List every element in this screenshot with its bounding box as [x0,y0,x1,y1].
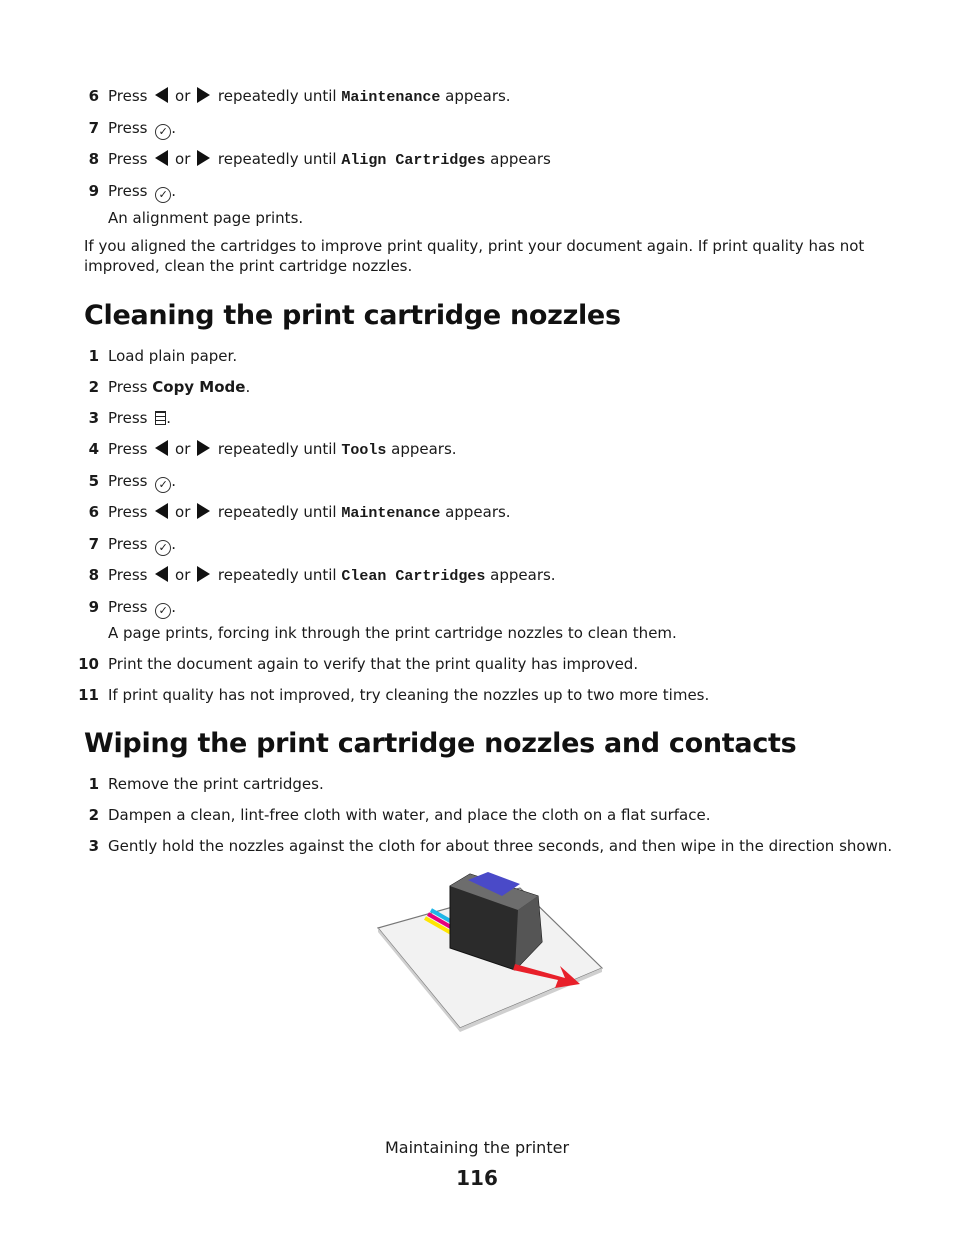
step-number: 1 [88,775,99,793]
button-name: Copy Mode [152,378,246,396]
step-number: 7 [88,119,99,137]
menu-code: Clean Cartridges [341,568,486,585]
right-arrow-icon [197,440,210,456]
cartridge-wipe-illustration [370,866,610,1036]
left-arrow-icon [155,566,168,582]
select-check-icon: ✓ [155,187,171,203]
step-text: repeatedly until [213,440,342,458]
menu-code: Tools [341,442,387,459]
wipe-step-2 [70,804,930,826]
clean-step-5 [70,470,930,492]
step-number: 8 [88,566,99,584]
step-text: repeatedly until [213,150,342,168]
step-number: 9 [88,598,99,616]
step-text: Press [108,440,153,458]
step-text: . [171,472,177,490]
step-text: appears. [440,503,511,521]
clean-step-1 [70,345,930,367]
section-heading-cleaning: Cleaning the print cartridge nozzles [84,300,621,331]
step-text: . [171,119,177,137]
step-number: 2 [88,806,99,824]
step-text: or [170,150,196,168]
clean-step-6 [70,501,930,523]
step-number: 3 [88,409,99,427]
left-arrow-icon [155,87,168,103]
wipe-step-3 [70,835,930,857]
clean-step-2 [70,376,930,398]
step-number: 11 [78,686,99,704]
clean-step-11 [70,684,930,706]
intro-paragraph: If you aligned the cartridges to improve print quality, print your document again. If print quality has not improved, clean the print cartridge nozzles. [84,237,865,275]
step-text: Press [108,598,153,616]
step-text: Press [108,535,153,553]
clean-step-10 [70,653,930,675]
step-number: 8 [88,150,99,168]
menu-code: Maintenance [341,89,441,106]
step-text: . [166,409,172,427]
step-text: Press [108,119,153,137]
step-text: Press [108,378,153,396]
step-text: appears. [386,440,457,458]
step-number: 10 [78,655,99,673]
step-text: Press [108,409,153,427]
step-text: Press [108,503,153,521]
step-text: Load plain paper. [108,347,238,365]
clean-step-7 [70,533,930,555]
step-text: Gently hold the nozzles against the cloth for about three seconds, and then wipe in the direction shown. [108,837,893,855]
select-check-icon: ✓ [155,477,171,493]
step-text: or [170,566,196,584]
section-heading-wiping: Wiping the print cartridge nozzles and contacts [84,728,797,759]
top-step-9 [70,180,930,202]
left-arrow-icon [155,150,168,166]
menu-code: Maintenance [341,505,441,522]
step-text: . [171,535,177,553]
step-text: . [245,378,251,396]
step-number: 6 [88,503,99,521]
step-text: Remove the print cartridges. [108,775,324,793]
step-number: 4 [88,440,99,458]
step-text: appears. [485,566,556,584]
step-text: Press [108,182,153,200]
right-arrow-icon [197,150,210,166]
clean-step-3 [70,407,930,429]
menu-icon [155,411,166,425]
top-step-6 [70,85,930,107]
clean-step-4 [70,438,930,460]
step-text: Dampen a clean, lint-free cloth with water, and place the cloth on a flat surface. [108,806,711,824]
step-number: 2 [88,378,99,396]
step-number: 7 [88,535,99,553]
step-note: A page prints, forcing ink through the print cartridge nozzles to clean them. [108,624,677,642]
step-text: Press [108,566,153,584]
clean-step-8 [70,564,930,586]
step-text: If print quality has not improved, try cleaning the nozzles up to two more times. [108,686,710,704]
step-number: 6 [88,87,99,105]
step-text: repeatedly until [213,566,342,584]
right-arrow-icon [197,566,210,582]
select-check-icon: ✓ [155,124,171,140]
step-note: An alignment page prints. [108,209,304,227]
select-check-icon: ✓ [155,603,171,619]
step-number: 3 [88,837,99,855]
step-text: . [171,598,177,616]
left-arrow-icon [155,503,168,519]
step-text: or [170,87,196,105]
left-arrow-icon [155,440,168,456]
step-text: repeatedly until [213,87,342,105]
right-arrow-icon [197,503,210,519]
wipe-step-1 [70,773,930,795]
step-text: appears [485,150,551,168]
select-check-icon: ✓ [155,540,171,556]
right-arrow-icon [197,87,210,103]
step-text: repeatedly until [213,503,342,521]
step-text: Print the document again to verify that the print quality has improved. [108,655,639,673]
step-number: 5 [88,472,99,490]
footer-chapter-title: Maintaining the printer [384,1138,570,1157]
step-text: appears. [440,87,511,105]
page-number: 116 [456,1166,498,1190]
step-text: Press [108,150,153,168]
clean-step-9 [70,596,930,618]
step-number: 9 [88,182,99,200]
step-text: Press [108,472,153,490]
top-step-8 [70,148,930,170]
step-text: or [170,503,196,521]
step-number: 1 [88,347,99,365]
top-step-7 [70,117,930,139]
step-text: . [171,182,177,200]
step-text: or [170,440,196,458]
step-text: Press [108,87,153,105]
menu-code: Align Cartridges [341,152,486,169]
